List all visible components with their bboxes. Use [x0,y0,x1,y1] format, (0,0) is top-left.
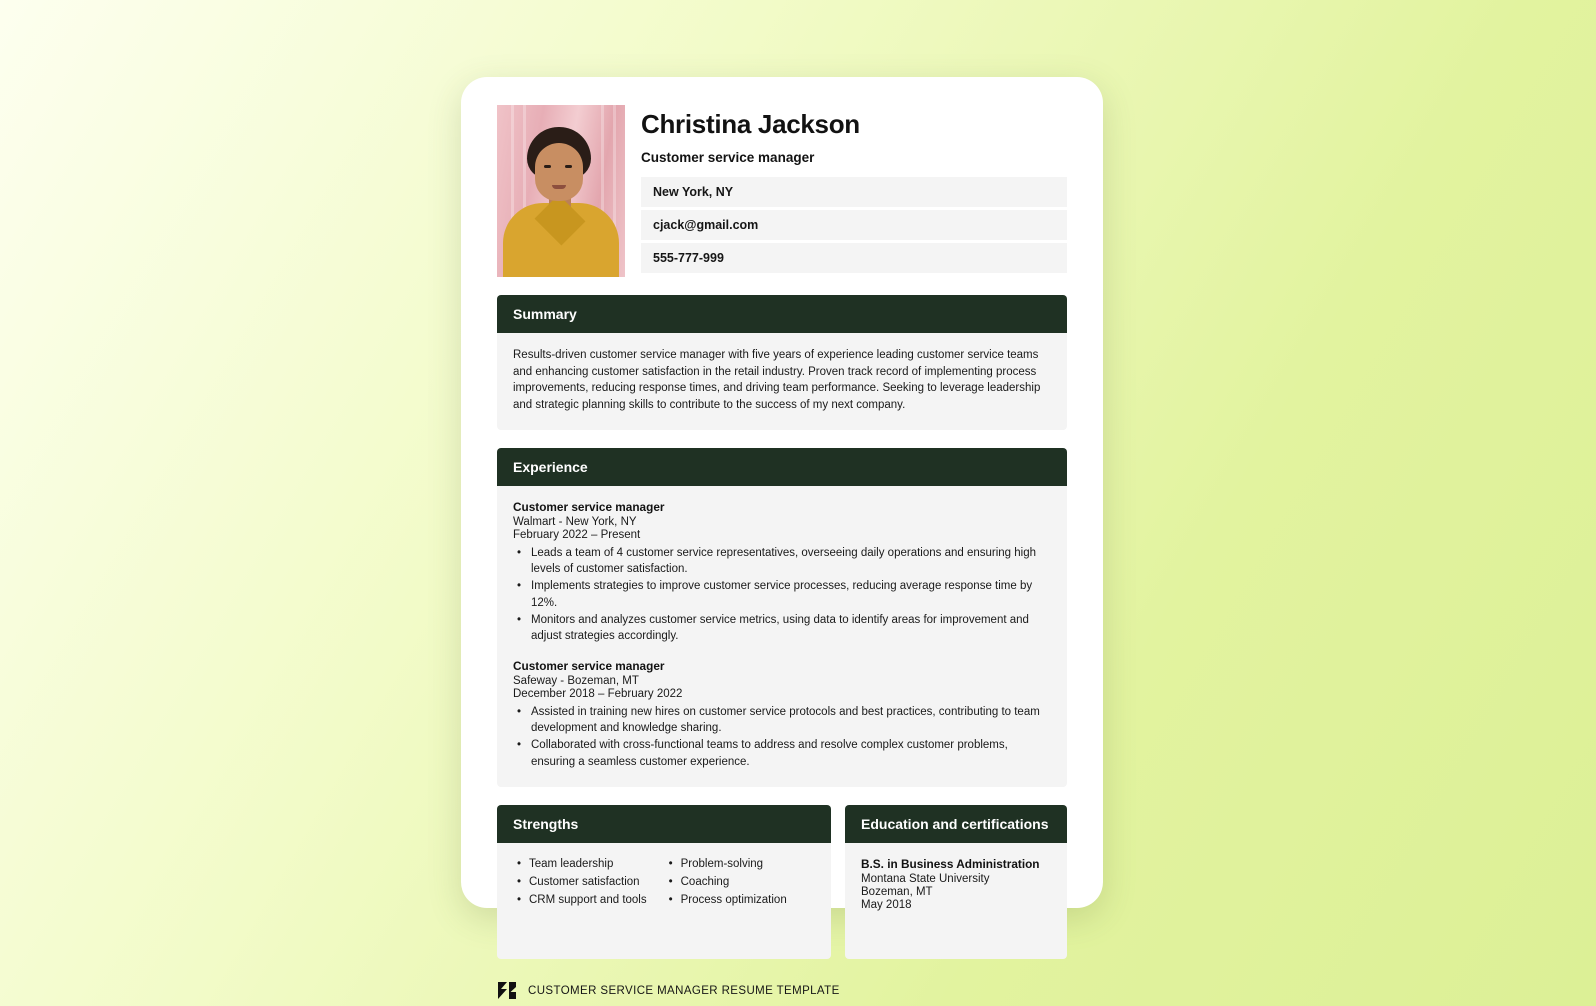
photo-mouth [552,185,566,189]
experience-bullet: • Implements strategies to improve customer service processes, reducing average response time by 12%. [529,578,1051,611]
zety-logo-icon [497,981,517,1001]
experience-company: Walmart - New York, NY [513,515,637,528]
experience-heading: Experience [497,448,1067,486]
education-date: May 2018 [861,898,912,911]
experience-company: Safeway - Bozeman, MT [513,674,639,687]
experience-entry [513,659,1051,770]
education-degree: B.S. in Business Administration [861,856,1040,871]
photo-eye-right [565,165,572,168]
contact-phone: 555-777-999 [641,243,1067,273]
section-summary [497,295,1067,430]
photo-eye-left [544,165,551,168]
education-heading: Education and certifications [845,805,1067,843]
experience-bullet: • Assisted in training new hires on customer service protocols and best practices, contributing to team development and knowledge sharing. [529,704,1051,737]
experience-role: Customer service manager [513,499,665,514]
footer-caption: CUSTOMER SERVICE MANAGER RESUME TEMPLATE [528,984,840,997]
candidate-name: Christina Jackson [641,109,860,139]
section-experience [497,448,1067,787]
education-school: Montana State University [861,872,990,885]
photo-face [535,143,583,201]
experience-bullets [513,704,1051,770]
bottom-columns [497,805,1067,959]
strength-item: • Process optimization [681,893,787,908]
education-body [845,843,1067,959]
portrait-photo [497,105,625,277]
strengths-body [497,843,831,959]
experience-dates: February 2022 – Present [513,528,641,541]
strengths-column-two [665,857,787,912]
experience-entry [513,500,1051,645]
contact-email: cjack@gmail.com [641,210,1067,240]
section-education [845,805,1067,959]
header-text-block [641,105,1067,276]
strengths-lists [513,857,815,912]
resume-header [497,105,1067,277]
resume-card [461,77,1103,997]
experience-body [497,486,1067,787]
education-location: Bozeman, MT [861,885,933,898]
summary-text: Results-driven customer service manager with five years of experience leading customer service teams and enhancing customer satisfaction in the retail industry. Proven track record of implementing process improvements, reducing response times, and driving team performance. Seeking to leverage leadership and strategic planning skills to contribute to the success of my next company. [513,349,1041,412]
strength-item: • CRM support and tools [529,893,647,908]
resume-footer [497,981,1067,1001]
strength-item: • Problem-solving [681,857,787,872]
candidate-job-title: Customer service manager [641,150,815,165]
summary-body [497,333,1067,430]
strength-item: • Coaching [681,875,787,890]
experience-bullet: • Monitors and analyzes customer service metrics, using data to identify areas for improvement and adjust strategies accordingly. [529,612,1051,645]
strength-item: • Customer satisfaction [529,875,647,890]
contact-location: New York, NY [641,177,1067,207]
section-strengths [497,805,831,959]
experience-role: Customer service manager [513,658,665,673]
resume-content [497,105,1067,1001]
experience-dates: December 2018 – February 2022 [513,687,683,700]
experience-bullet: • Leads a team of 4 customer service representatives, overseeing daily operations and ensuring high levels of customer satisfaction. [529,545,1051,578]
experience-bullets [513,545,1051,645]
strength-item: • Team leadership [529,857,647,872]
summary-heading: Summary [497,295,1067,333]
strengths-column-one [513,857,647,912]
strengths-heading: Strengths [497,805,831,843]
experience-bullet: • Collaborated with cross-functional teams to address and resolve complex customer problems, ensuring a seamless customer experience. [529,737,1051,770]
